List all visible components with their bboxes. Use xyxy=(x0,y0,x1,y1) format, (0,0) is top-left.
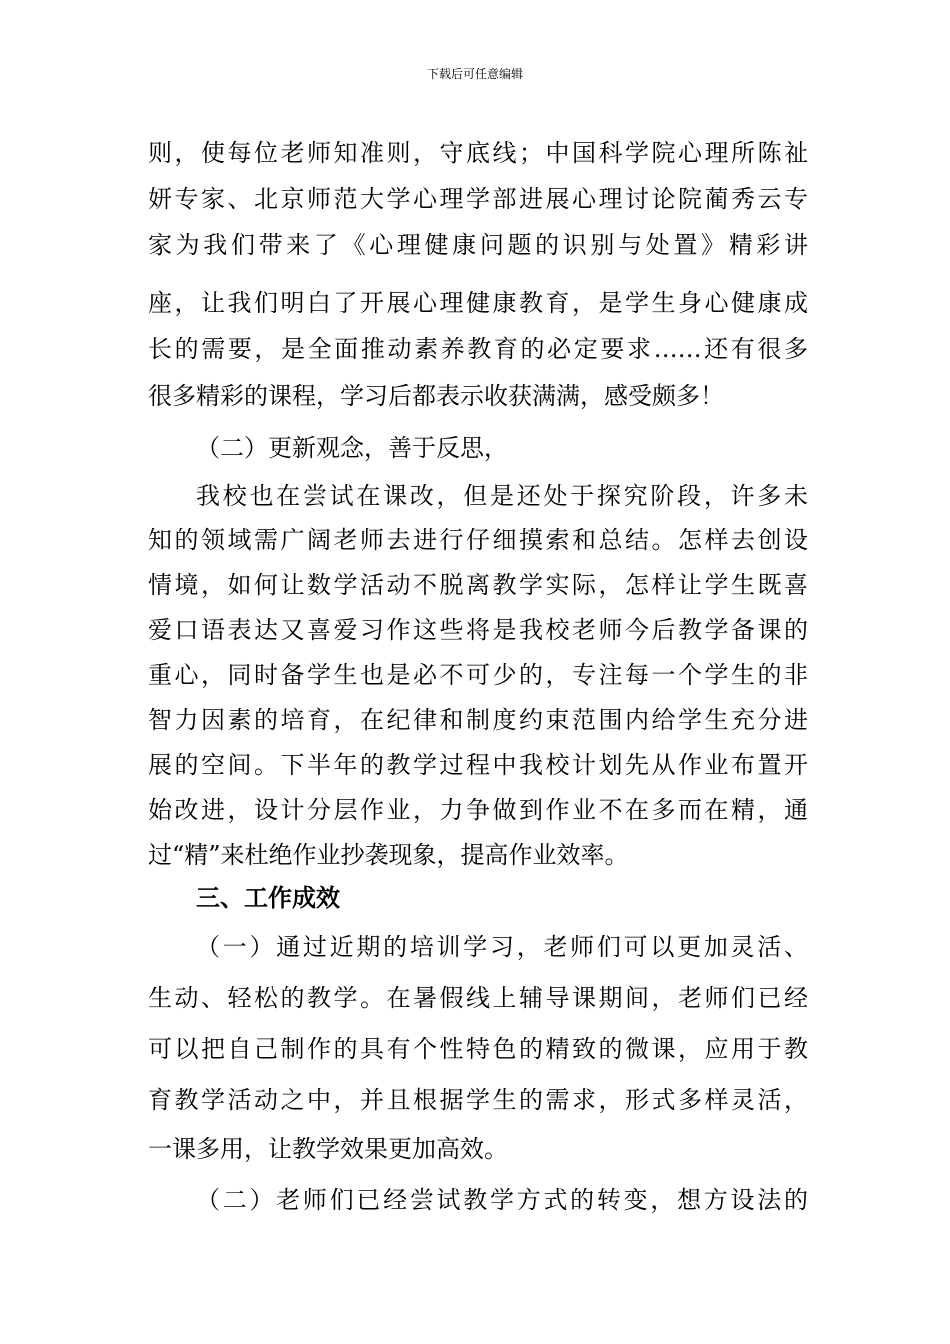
body-line: 始改进，设计分层作业，力争做到作业不在多而在精，通 xyxy=(148,796,808,824)
body-line: （一）通过近期的培训学习，老师们可以更加灵活、 xyxy=(196,933,808,961)
body-line: 过“精”来杜绝作业抄袭现象，提高作业效率。 xyxy=(148,841,629,869)
body-line: 展的空间。下半年的教学过程中我校计划先从作业布置开 xyxy=(148,751,808,779)
body-line: 长的需要，是全面推动素养教育的必定要求……还有很多 xyxy=(148,335,808,363)
body-line: 育教学活动之中，并且根据学生的需求，形式多样灵活， xyxy=(148,1086,808,1114)
body-line: 座，让我们明白了开展心理健康教育，是学生身心健康成 xyxy=(148,289,808,317)
body-line: 情境，如何让数学活动不脱离教学实际，怎样让学生既喜 xyxy=(148,571,808,599)
body-line: 妍专家、北京师范大学心理学部进展心理讨论院蔺秀云专 xyxy=(148,185,808,213)
body-line: 我校也在尝试在课改，但是还处于探究阶段，许多未 xyxy=(196,482,808,510)
body-line: 家为我们带来了《心理健康问题的识别与处置》精彩讲 xyxy=(148,231,808,259)
body-line: 一课多用，让教学效果更加高效。 xyxy=(148,1135,508,1163)
body-line: （二）老师们已经尝试教学方式的转变，想方设法的 xyxy=(196,1186,808,1214)
page-header: 下载后可任意编辑 xyxy=(426,67,523,81)
body-line: 知的领域需广阔老师去进行仔细摸索和总结。怎样去创设 xyxy=(148,526,808,554)
body-line: 可以把自己制作的具有个性特色的精致的微课，应用于教 xyxy=(148,1035,808,1063)
subheading: （二）更新观念，善于反思， xyxy=(196,434,508,462)
body-line: 则，使每位老师知准则，守底线；中国科学院心理所陈祉 xyxy=(148,139,808,167)
body-line: 重心，同时备学生也是必不可少的，专注每一个学生的非 xyxy=(148,661,808,689)
body-line: 爱口语表达又喜爱习作这些将是我校老师今后教学备课的 xyxy=(148,616,808,644)
body-line: 智力因素的培育，在纪律和制度约束范围内给学生充分进 xyxy=(148,706,808,734)
section-heading: 三、工作成效 xyxy=(196,883,340,912)
body-line: 很多精彩的课程，学习后都表示收获满满，感受颇多！ xyxy=(148,382,724,410)
body-line: 生动、轻松的教学。在暑假线上辅导课期间，老师们已经 xyxy=(148,984,808,1012)
